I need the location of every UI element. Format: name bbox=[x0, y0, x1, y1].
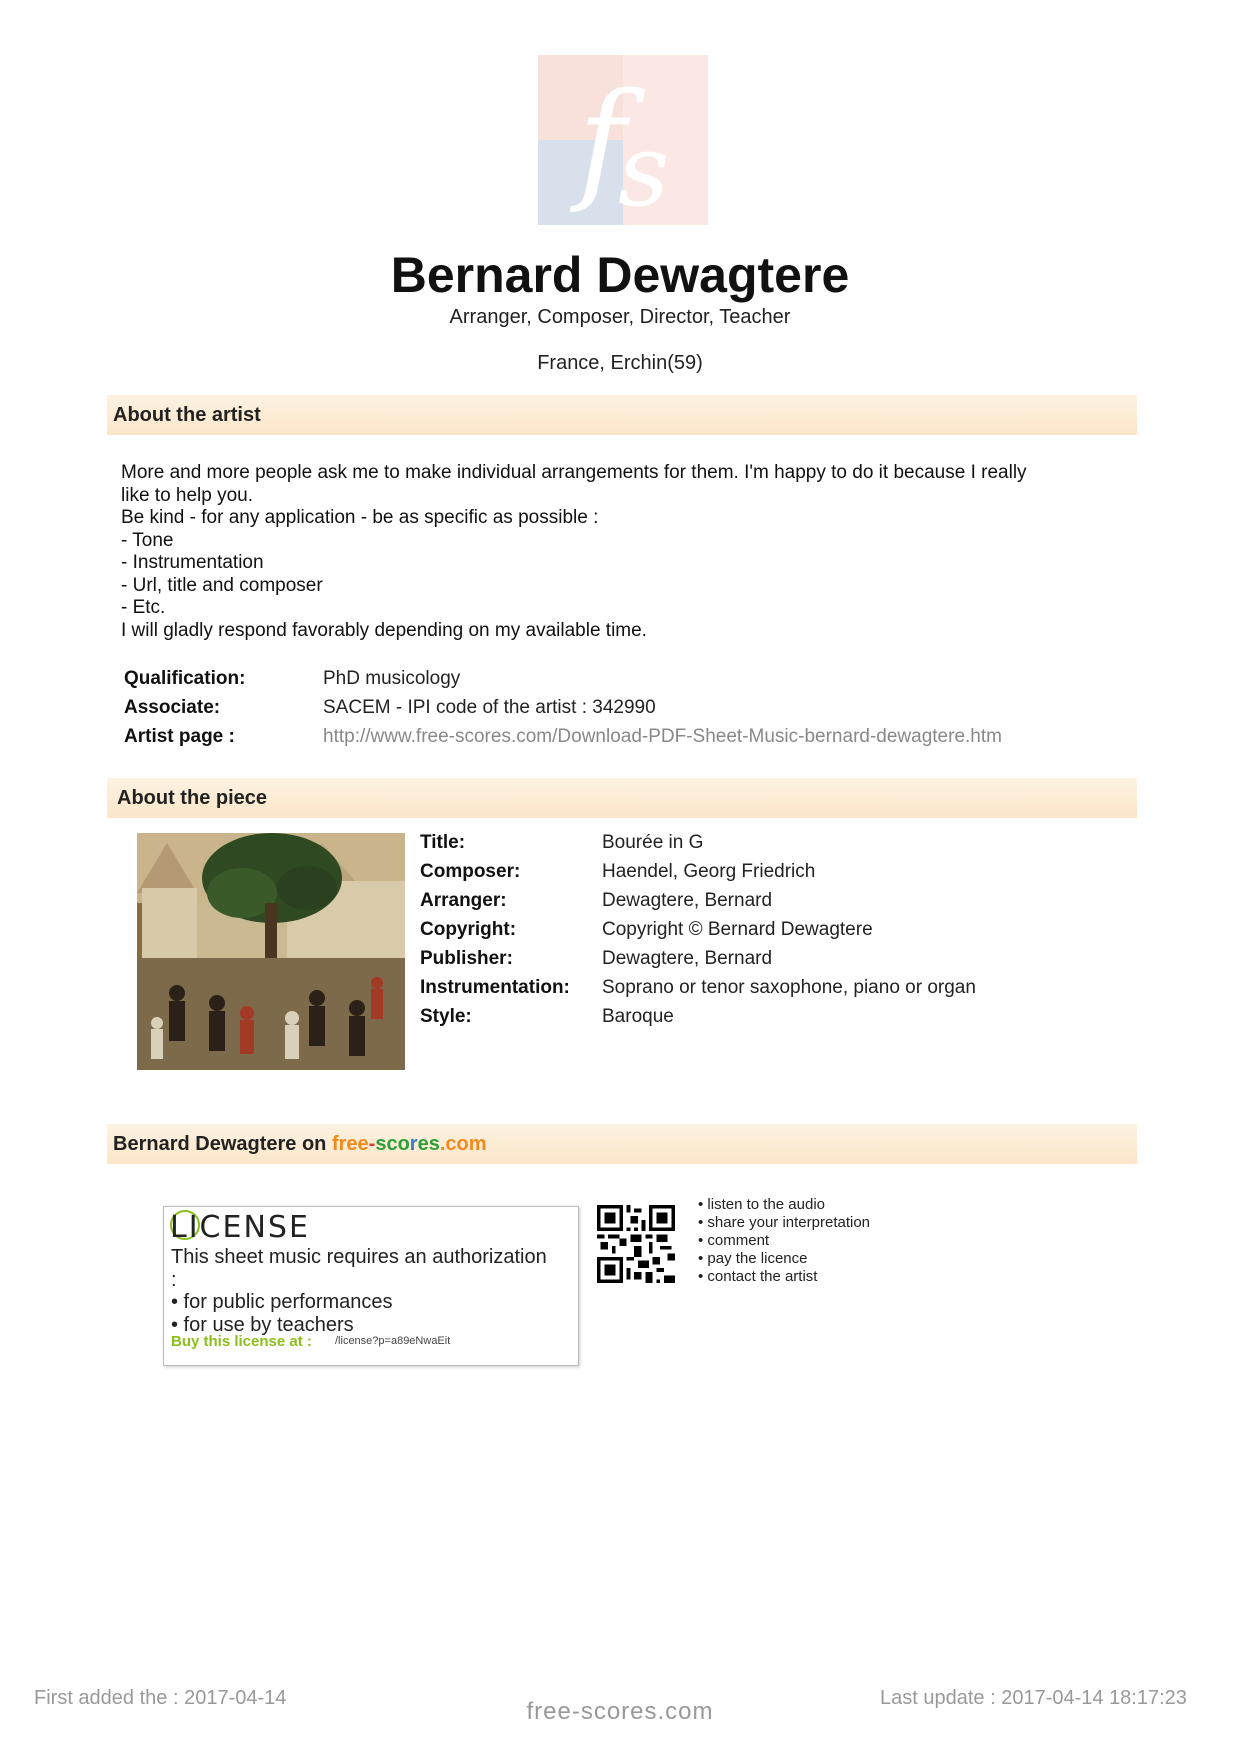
title-label: Title: bbox=[420, 832, 466, 853]
composer-label: Composer: bbox=[420, 861, 521, 882]
composer-value: Haendel, Georg Friedrich bbox=[602, 861, 816, 882]
instrumentation-value: Soprano or tenor saxophone, piano or organ bbox=[602, 977, 976, 998]
artist-on-site-heading: Bernard Dewagtere on bbox=[113, 1132, 332, 1155]
publisher-label: Publisher: bbox=[420, 948, 513, 969]
service-comment[interactable]: • comment bbox=[698, 1232, 770, 1249]
about-piece-header bbox=[107, 778, 1137, 818]
arranger-label: Arranger: bbox=[420, 890, 507, 911]
brand-part: free bbox=[331, 1132, 369, 1155]
piece-cover-painting bbox=[137, 833, 405, 1070]
license-desc-line: : bbox=[171, 1268, 177, 1291]
site-brand-link[interactable] bbox=[332, 1133, 487, 1156]
first-added-date: First added the : 2017-04-14 bbox=[34, 1687, 287, 1709]
license-description bbox=[171, 1246, 571, 1336]
service-share-interpretation[interactable]: • share your interpretation bbox=[698, 1214, 871, 1231]
artist-bio bbox=[121, 462, 1131, 642]
brand-part: r bbox=[409, 1132, 418, 1155]
license-desc-line: • for public performances bbox=[171, 1291, 393, 1313]
about-piece-heading: About the piece bbox=[117, 786, 268, 809]
svg-text:s: s bbox=[618, 112, 670, 225]
artist-page-label: Artist page : bbox=[124, 726, 235, 747]
associate-label: Associate: bbox=[124, 697, 221, 718]
license-title: LICENSE bbox=[170, 1210, 310, 1245]
bio-line: Be kind - for any application - be as specific as possible : bbox=[121, 507, 599, 528]
last-update-date: Last update : 2017-04-14 18:17:23 bbox=[880, 1687, 1187, 1709]
brand-part: sco bbox=[375, 1132, 410, 1155]
service-listen-audio[interactable]: • listen to the audio bbox=[698, 1196, 826, 1213]
bio-line: I will gladly respond favorably depending on my available time. bbox=[121, 619, 647, 641]
about-artist-heading: About the artist bbox=[113, 403, 261, 426]
license-desc-line: This sheet music requires an authorization bbox=[171, 1246, 547, 1268]
style-label: Style: bbox=[420, 1006, 472, 1027]
brand-part: es bbox=[417, 1132, 440, 1155]
service-contact-artist[interactable]: • contact the artist bbox=[698, 1268, 818, 1285]
bio-line: - Etc. bbox=[121, 597, 166, 618]
bio-line: - Url, title and composer bbox=[121, 574, 323, 596]
brand-part: - bbox=[368, 1132, 376, 1155]
bio-line: - Tone bbox=[121, 529, 174, 551]
bio-line: More and more people ask me to make individual arrangements for them. I'm happy to do it because I really bbox=[121, 462, 1027, 483]
artist-location: France, Erchin(59) bbox=[537, 352, 703, 374]
brand-part: .com bbox=[439, 1132, 487, 1155]
qualification-label: Qualification: bbox=[124, 668, 246, 689]
license-desc-line: • for use by teachers bbox=[171, 1313, 354, 1336]
artist-page-link[interactable]: http://www.free-scores.com/Download-PDF-Sheet-Music-bernard-dewagtere.htm bbox=[323, 726, 1002, 747]
license-buy-label: Buy this license at : bbox=[171, 1333, 312, 1350]
qr-code[interactable] bbox=[597, 1205, 675, 1283]
artist-name: Bernard Dewagtere bbox=[390, 247, 850, 303]
qualification-value: PhD musicology bbox=[323, 668, 461, 689]
artist-roles: Arranger, Composer, Director, Teacher bbox=[449, 306, 791, 328]
bio-line: like to help you. bbox=[121, 484, 254, 506]
free-scores-logo bbox=[538, 55, 708, 225]
service-pay-licence[interactable]: • pay the licence bbox=[698, 1250, 808, 1267]
publisher-value: Dewagtere, Bernard bbox=[602, 948, 773, 969]
arranger-value: Dewagtere, Bernard bbox=[602, 890, 773, 911]
svg-text:f: f bbox=[578, 64, 627, 216]
license-buy-link[interactable]: /license?p=a89eNwaEit bbox=[335, 1335, 451, 1347]
bio-line: - Instrumentation bbox=[121, 552, 264, 573]
copyright-label: Copyright: bbox=[420, 919, 517, 940]
style-value: Baroque bbox=[602, 1006, 674, 1027]
copyright-value: Copyright © Bernard Dewagtere bbox=[602, 919, 873, 940]
title-value: Bourée in G bbox=[602, 832, 704, 853]
services-list bbox=[698, 1196, 870, 1286]
about-artist-header bbox=[107, 395, 1137, 435]
instrumentation-label: Instrumentation: bbox=[420, 977, 570, 998]
artist-on-site-header bbox=[107, 1124, 1137, 1164]
footer-brand: free-scores.com bbox=[526, 1698, 714, 1725]
associate-value: SACEM - IPI code of the artist : 342990 bbox=[323, 697, 656, 718]
